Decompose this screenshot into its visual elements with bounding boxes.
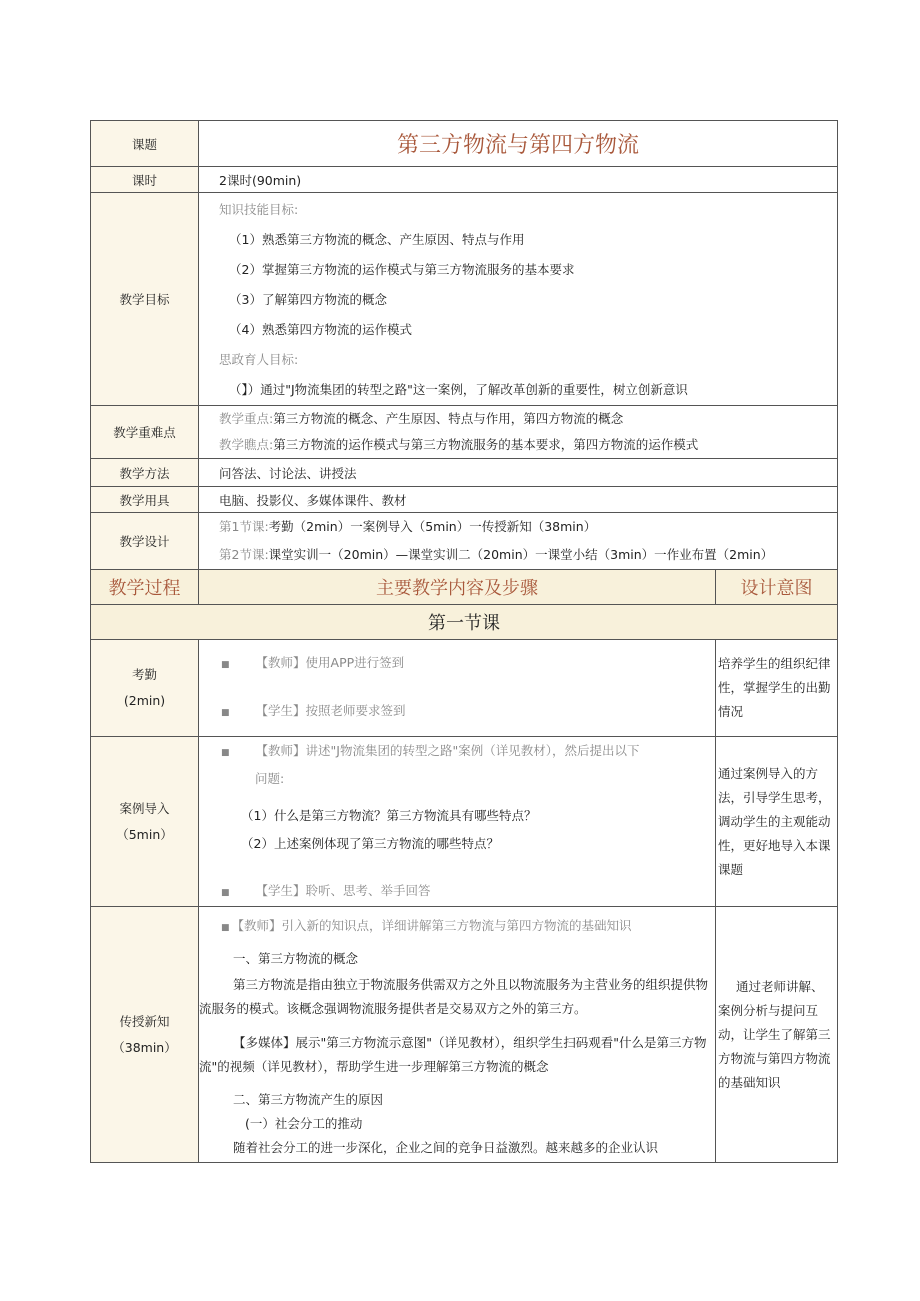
case-question: （2）上述案例体现了第三方物流的哪些特点？ (241, 836, 499, 851)
goals-label: 教学目标 (91, 193, 199, 406)
new-intent: 通过老师讲解、案例分析与提问互动，让学生了解第三方物流与第四方物流的基础知识 (716, 907, 838, 1163)
case-intent: 通过案例导入的方法，引导学生思考，调动学生的主观能动性，更好地导入本课课题 (716, 737, 838, 907)
bullet-icon: ■ (221, 748, 230, 758)
col-process-header: 教学过程 (91, 570, 199, 605)
attendance-teacher: 【教师】使用APP进行签到 (255, 655, 405, 670)
section-title: 第一节课 (91, 605, 838, 640)
col-intent-header: 设计意图 (716, 570, 838, 605)
goal-item: （2）掌握第三方物流的运作模式与第三方物流服务的基本要求 (229, 262, 575, 277)
case-time: （5min） (116, 826, 173, 842)
new-paragraph-1: 第三方物流是指由独立于物流服务供需双方之外且以物流服务为主营业务的组织提供物流服务的模式。该概念强调物流服务提供者是交易双方之外的第三方。 (199, 977, 709, 1016)
new-heading-2a: (一）社会分工的推动 (245, 1116, 363, 1131)
case-label (91, 737, 199, 907)
goal-item: （3）了解第四方物流的概念 (229, 292, 387, 307)
key-label: 教学重难点 (91, 406, 199, 459)
topic-title: 第三方物流与第四方物流 (199, 121, 838, 167)
key-point: 第三方物流的概念、产生原因、特点与作用，第四方物流的概念 (273, 411, 624, 426)
goal-item: （4）熟悉第四方物流的运作模式 (229, 322, 412, 337)
attendance-label (91, 640, 199, 737)
tools-value: 电脑、投影仪、多媒体课件、教材 (199, 487, 838, 513)
new-paragraph-2: 随着社会分工的进一步深化，企业之间的竞争日益激烈。越来越多的企业认识 (233, 1140, 659, 1155)
design-1: 考勤（2min）一案例导入（5min）一传授新知（38min） (268, 519, 597, 534)
method-value: 问答法、讨论法、讲授法 (199, 459, 838, 487)
topic-label: 课题 (91, 121, 199, 167)
goal-ideology: （】）通过"J物流集团的转型之路"这一案例，了解改革创新的重要性，树立创新意识 (229, 382, 688, 397)
new-label (91, 907, 199, 1163)
key-point-label: 教学重点: (219, 411, 274, 426)
design-2-label: 第2节课: (219, 547, 269, 562)
hours-value: 2课时(90min) (199, 167, 838, 193)
case-teacher: 【教师】讲述"J物流集团的转型之路"案例（详见教材），然后提出以下 (255, 743, 640, 758)
bullet-icon: ■ (221, 888, 230, 898)
design-label: 教学设计 (91, 513, 199, 570)
tools-label: 教学用具 (91, 487, 199, 513)
design-1-label: 第1节课: (219, 519, 269, 534)
new-time: （38min） (112, 1039, 177, 1055)
col-content-header: 主要教学内容及步骤 (199, 570, 716, 605)
bullet-icon: ■ (221, 660, 230, 670)
new-heading-1: 一、第三方物流的概念 (233, 951, 359, 966)
design-content (199, 513, 838, 570)
attendance-student: 【学生】按照老师要求签到 (255, 703, 406, 718)
difficult-point: 第三方物流的运作模式与第三方物流服务的基本要求，第四方物流的运作模式 (273, 437, 699, 452)
method-label: 教学方法 (91, 459, 199, 487)
lesson-plan (90, 120, 837, 1163)
case-title: 案例导入 (119, 800, 170, 816)
attendance-time: (2min) (123, 693, 166, 708)
attendance-intent: 培养学生的组织纪律性，掌握学生的出勤情况 (716, 640, 838, 737)
lesson-info-table (90, 120, 838, 1163)
new-media: 【多媒体】展示"第三方物流示意图"（详见教材），组织学生扫码观看"什么是第三方物流"的视频（详见教材），帮助学生进一步理解第三方物流的概念 (199, 1035, 707, 1074)
new-title: 传授新知 (119, 1013, 170, 1029)
attendance-title: 考勤 (131, 667, 157, 682)
bullet-icon: ■ (221, 708, 230, 718)
attendance-content (199, 640, 716, 737)
goals-knowledge-label: 知识技能目标: (219, 202, 299, 217)
case-question: （1）什么是第三方物流？第三方物流具有哪些特点？ (241, 808, 537, 823)
case-content (199, 737, 716, 907)
hours-label: 课时 (91, 167, 199, 193)
bullet-icon: ■ (221, 923, 230, 933)
difficult-label: 教学瞧点: (219, 437, 274, 452)
new-heading-2: 二、第三方物流产生的原因 (233, 1092, 384, 1107)
goal-item: （1）熟悉第三方物流的概念、产生原因、特点与作用 (229, 232, 525, 247)
case-teacher-cont: 问题: (255, 771, 285, 786)
key-content (199, 406, 838, 459)
goals-ideology-label: 思政育人目标: (219, 352, 299, 367)
design-2: 课堂实训一（20min）—课堂实训二（20min）一课堂小结（3min）一作业布置（2min） (268, 547, 774, 562)
goals-content (199, 193, 838, 406)
new-teacher: 【教师】引入新的知识点，详细讲解第三方物流与第四方物流的基础知识 (231, 918, 632, 933)
new-content (199, 907, 716, 1163)
case-student: 【学生】聆听、思考、举手回答 (255, 883, 431, 898)
